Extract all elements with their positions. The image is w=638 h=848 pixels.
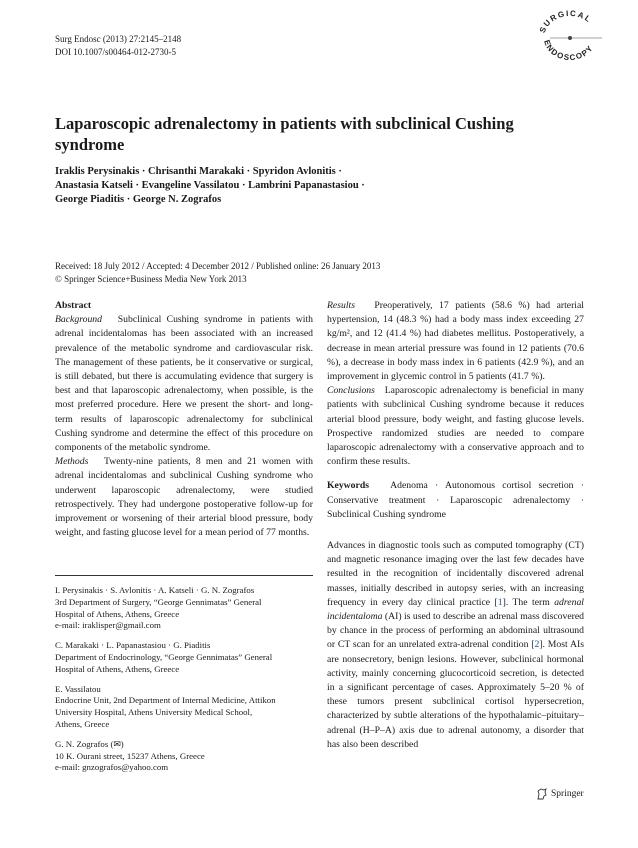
results-text: Preoperatively, 17 patients (58.6 %) had arterial hypertension, 14 (48.3 %) had a body mass index exceeding 27 kg/m², and 12 (41.4 %) had diabetes mellitus. Postoperatively, a decrease in mean arterial pressure was found in 12 patients (70.6 %), a decrease in body mass index in 6 patients (42.9 %), and an improvement in glycemic control in 5 patients (41.7 %). xyxy=(327,300,584,383)
authors-line: Anastasia Katseli · Evangeline Vassilatou · Lambrini Papanastasiou · xyxy=(55,180,365,191)
keywords xyxy=(327,479,584,522)
doi-link[interactable]: DOI 10.1007/s00464-012-2730-5 xyxy=(55,47,176,57)
abstract-conclusions xyxy=(327,384,584,469)
conclusions-text: Laparoscopic adrenalectomy is beneficial in many patients with subclinical Cushing syndrome because it reduces arterial blood pressure, body weight, and fasting glucose levels. Prospective randomized studies are needed to compare laparoscopic adrenalectomy with a conservative approach and to confirm these results. xyxy=(327,385,585,468)
affiliation-line: Hospital of Athens, Athens, Greece xyxy=(55,608,180,619)
keywords-label: Keywords xyxy=(327,480,369,492)
affiliations xyxy=(55,575,313,782)
svg-text:ENDOSCOPY: ENDOSCOPY xyxy=(542,38,596,63)
abstract-right-column xyxy=(327,299,584,752)
background-text: Subclinical Cushing syndrome in patients with adrenal incidentalomas has been associated with an increased prevalence of the metabolic syndrome and cardiovascular risk. The management of these patients, be it conservative or surgical, is still debated, but there is accumulating evidence that surgery is best and that laparoscopic adrenalectomy, when possible, is the most preferred procedure. Here we present the short- and long-term results of laparoscopic adrenalectomy for subclinical Cushing syndrome and determine the effect of this procedure on components of the metabolic syndrome. xyxy=(55,314,314,454)
abstract-background xyxy=(55,313,313,455)
affiliation-block xyxy=(55,739,313,774)
affiliation-line: Endocrine Unit, 2nd Department of Internal Medicine, Attikon xyxy=(55,695,276,706)
journal-logo-icon xyxy=(530,8,610,66)
author-list xyxy=(55,165,515,207)
intro-text: ]. Most AIs are nonsecretory, benign lesions. However, subclinical hormonal activity, mainly concerning glucocorticoid secretion, is detected in a significant percentage of cases. Approximately 5–20 % of these tumors present subclinical cortisol hypersecretion, characterized by subtle alterations of the hypothalamic–pituitary–adrenal (H–P–A) axis due to adrenal autonomy, a disorder that has also been described xyxy=(327,639,584,750)
citation-link[interactable]: 2 xyxy=(534,639,540,651)
conclusions-label: Conclusions xyxy=(327,385,375,397)
copyright-line: © Springer Science+Business Media New York 2013 xyxy=(55,273,247,284)
affiliation-line: 3rd Department of Surgery, “George Gennimatas” General xyxy=(55,596,262,607)
keywords-text: Adenoma · Autonomous cortisol secretion · Conservative treatment · Laparoscopic adrenalectomy · Subclinical Cushing syndrome xyxy=(327,480,584,520)
intro-text: Advances in diagnostic tools such as computed tomography (CT) and magnetic resonance imaging over the last few decades have resulted in the recognition of incidentally discovered adrenal masses, initially described in autopsy series, with an increasing frequency in every day clinical practice [ xyxy=(327,540,584,608)
email-link[interactable]: e-mail: gnzografos@yahoo.com xyxy=(55,762,169,773)
journal-citation: Surg Endosc (2013) 27:2145–2148 xyxy=(55,34,182,44)
results-label: Results xyxy=(327,300,355,311)
affiliation-line: Hospital of Athens, Athens, Greece xyxy=(55,663,180,674)
article-title: Laparoscopic adrenalectomy in patients with subclinical Cushing syndrome xyxy=(55,114,514,154)
abstract-results xyxy=(327,299,584,384)
dates-line: Received: 18 July 2012 / Accepted: 4 December 2012 / Published online: 26 January 2013 xyxy=(55,261,381,271)
citation-link[interactable]: 1 xyxy=(497,596,503,608)
publisher-mark xyxy=(536,788,584,800)
affiliation-line: I. Perysinakis · S. Avlonitis · A. Katseli · G. N. Zografos xyxy=(55,585,255,595)
intro-term: adrenal incidentaloma xyxy=(327,596,584,623)
affiliation-line: 10 K. Ourani street, 15237 Athens, Greece xyxy=(55,750,205,761)
background-label: Background xyxy=(55,314,102,326)
methods-text: Twenty-nine patients, 8 men and 21 women with adrenal incidentalomas and subclinical Cushing syndrome who underwent laparoscopic adrenalectomy, were studied retrospectively. They had undergone postoperative follow-up for improvement or worsening of their arterial blood pressure, body weight, and fasting glucose level for a mean period of 77 months. xyxy=(55,456,314,539)
abstract-methods xyxy=(55,455,313,540)
intro-text: ]. The term xyxy=(502,596,555,608)
authors-line: Iraklis Perysinakis · Chrisanthi Marakaki · Spyridon Avlonitis · xyxy=(55,166,342,177)
email-link[interactable]: e-mail: iraklisper@gmail.com xyxy=(55,620,161,631)
journal-meta xyxy=(55,33,181,59)
publisher-name: Springer xyxy=(551,789,584,799)
methods-label: Methods xyxy=(55,456,89,468)
intro-paragraph xyxy=(327,539,584,752)
affiliation-line: Department of Endocrinology, “George Gennimatas” General xyxy=(55,651,273,662)
publication-dates xyxy=(55,260,575,285)
journal-logo xyxy=(530,8,610,66)
springer-horse-icon xyxy=(536,788,548,800)
affiliation-block xyxy=(55,640,313,675)
intro-text: (AI) is used to describe an adrenal mass discovered by chance in the process of performing an abdominal ultrasound or CT scan for an unrelated extra-adrenal condition [ xyxy=(327,611,584,651)
affiliation-block xyxy=(55,585,313,632)
affiliation-line: E. Vassilatou xyxy=(55,683,101,694)
affiliation-line: Athens, Greece xyxy=(55,718,110,729)
svg-text:SURGICAL: SURGICAL xyxy=(537,8,594,35)
abstract-left-column xyxy=(55,299,313,540)
abstract-heading: Abstract xyxy=(55,300,92,311)
affiliation-line: G. N. Zografos (✉) xyxy=(55,738,124,749)
affiliation-line: University Hospital, Athens University Medical School, xyxy=(55,707,253,718)
affiliation-line: C. Marakaki · L. Papanastasiou · G. Piaditis xyxy=(55,640,211,651)
authors-line: George Piaditis · George N. Zografos xyxy=(55,194,222,205)
affiliation-block xyxy=(55,684,313,731)
